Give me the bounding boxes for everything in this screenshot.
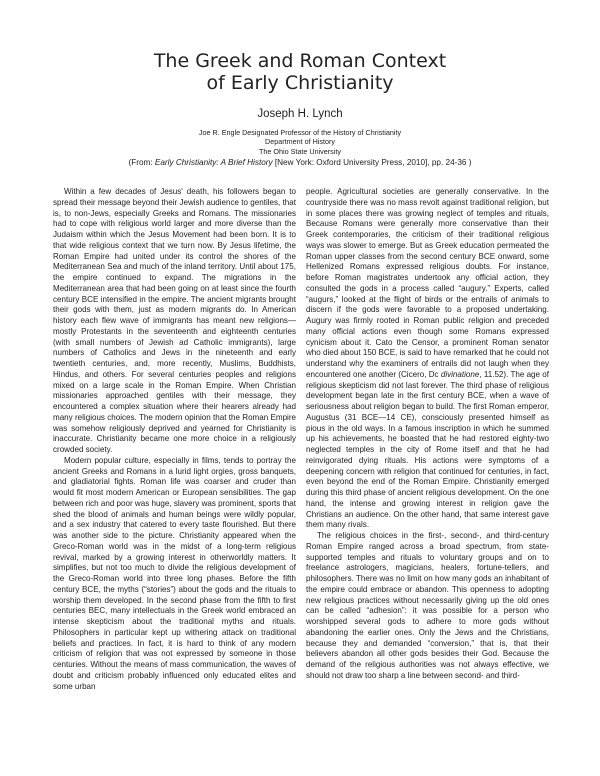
right-paragraph-1 [306,187,549,531]
left-column [53,187,296,692]
source-book-title: Early Christianity: A Brief History [154,158,273,167]
right-paragraph-1-part-a: people. Agricultural societies are generally conservative. In the countryside there was no mass revolt against traditional religion, but in some places there was growing neglect of temples and rituals, Because Romans were generally more conservative than their Greek contemporaries, the criticism of their traditional religious ways was slower to emerge. But as Greek education permeated the Roman upper classes from the second century BCE onward, some Hellenized Romans expressed religious doubts. For instance, before Roman magistrates undertook any official action, they consulted the gods in a process called “augury.” Experts, called “augurs,” looked at the flight of birds or the entrails of animals to discern if the gods were favorable to a proposed undertaking. Augury was firmly rooted in Roman public religion and preceded many official actions even though some Romans expressed cynicism about it. Cato the Censor, a prominent Roman senator who died about 150 BCE, is said to have remarked that he could not understand why the examiners of entrails did not laugh when they encountered one another (Cicero, Dc [306,187,549,379]
author-name: Joseph H. Lynch [257,108,343,120]
affiliation-line-1: Joe R. Engle Designated Professor of the History of Christianity [198,128,402,137]
title-line-2: of Early Christianity [206,72,394,94]
left-paragraph-2: Modern popular culture, especially in films, tends to portray the ancient Greeks and Romans in a lurid light orgies, gross banquets, and gladiatorial fights. Roman life was coarser and cruder than would fit most modern American or European sensibilities. The gap between rich and poor was huge, slavery was prominent, sports that shed the blood of animals and human beings were wildly popular, and a sex industry that catered to every taste flourished. But there was another side to the picture. Christianity appeared when the Greco-Roman world was in the midst of a long-term religious revival, marked by a growing interest in otherworldly matters. It simplifies, but not too much to divide the religious development of the Greco-Roman world into three long phases. Before the fifth century BCE, the myths (“stories”) about the gods and the rituals to worship them developed. In the second phase from the fifth to first centuries BEC, many intellectuals in the Greek world embraced an intense skepticism about the traditional myths and rituals. Philosophers in particular kept up withering attack on traditional beliefs and practices. In fact, it is hard to think of any modern criticism of religion that was not expressed by someone in those centuries. Without the means of mass communication, the waves of doubt and criticism probably influenced only educated elites and some urban [53,455,296,691]
source-prefix: (From: [128,158,155,167]
right-paragraph-2: The religious choices in the first-, second-, and third-century Roman Empire ranged across a broad spectrum, from state-supported temples and rituals to voluntary groups and on to freelance astrologers, magicians, healers, fortune-tellers, and philosophers. There was no limit on how many gods an inhabitant of the empire could embrace or abandon. This openness to adopting new religious practices without necessarily giving up the old ones can be called “adhesion”: it was possible for a person who worshipped several gods to adhere to more gods without abandoning the earlier ones. Only the Jews and the Christians, because they and demanded “conversion,” that is, that their believers abandon all other gods besides their God. Because the demand of the religious authorities was not always effective, we should not draw too sharp a line between second- and third- [306,531,549,680]
left-paragraph-1: Within a few decades of Jesus' death, his followers began to spread their message beyond their Jewish audience to gentiles, that is, to non-Jews, especially Greeks and Romans. The missionaries had to cope with religious world larger and more diverse than the Judaism within which the Jesus Movement had been born. It is to that wide religious context that we turn now. By Jesus lifetime, the Roman Empire had united under its control the shores of the Mediterranean Sea and much of the inland territory. Until about 175, the empire continued to expand. The migrations in the Mediterranean area that had been going on at least since the fourth century BCE intensified in the empire. The ancient migrants brought their gods with them, just as modern migrants do. In American history each flew wave of immigrants has meant new religions—mostly Protestants in the seventeenth and eighteenth centuries (with small numbers of Jewish ad Catholic immigrants), large numbers of Catholics and Jews in the nineteenth and early twentieth centuries, and, more recently, Muslims, Buddhists, Hindus, and others. For several centuries peoples and religions mixed on a large scale in the Roman Empire. When Christian missionaries approached gentiles with their message, they encountered a complex situation where their hearers already had many religious choices. The modern opinion that the Roman Empire was somehow religiously deprived and yearned for Christianity is inaccurate. Christianity became one more choice in a religiously crowded society. [53,187,296,454]
right-paragraph-1-italic: divinatione [440,369,480,379]
title-line-1: The Greek and Roman Context [153,50,447,72]
source-suffix: [New York: Oxford University Press, 2010], pp. 24-36 ) [272,158,472,167]
author-affiliation [0,128,600,156]
affiliation-line-3: The Ohio State University [259,146,341,156]
source-citation [0,158,600,167]
document-title [0,50,600,94]
right-column [306,187,549,682]
affiliation-line-2: Department of History [265,137,335,147]
right-paragraph-1-part-b: , 11.52). The age of religious skepticism did not last forever. The third phase of religious development began late in the first century BCE, when a wave of seriousness about religion began to build. The first Roman emperor, Augustus (31 BCE—14 CE), consciously presented himself as pious in the old ways. In a famous inscription in which he summed up his achievements, he boasted that he had restored eighty-two neglected temples in the city of Rome itself and that he had reinvigorated dying rituals. His actions were symptoms of a deepening concern with religion that continued for centuries, in fact, even beyond the end of the Roman Empire. Christianity emerged during this third phase of ancient religious development. On the one hand, the intense and growing interest in religion gave the Christians an audience. On the other hand, that same interest gave them many rivals. [306,369,550,530]
